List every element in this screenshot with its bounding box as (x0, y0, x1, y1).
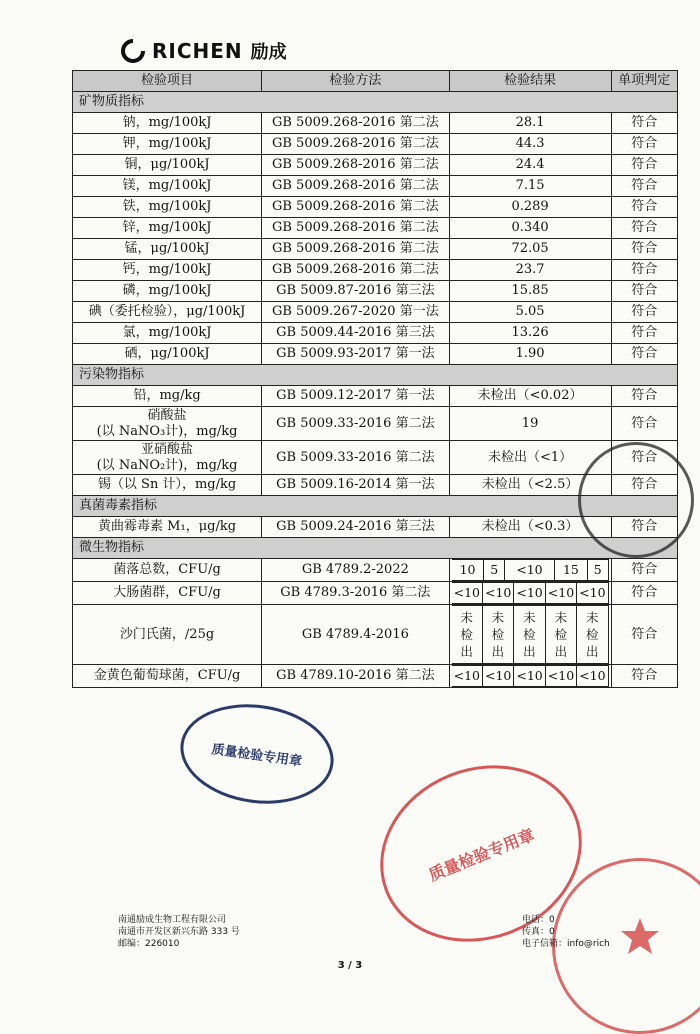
section-pollutants: 污染物指标 (73, 365, 678, 386)
sample-value (514, 606, 545, 664)
sample-value: <10 (577, 583, 608, 604)
verdict-cell: 符合 (611, 134, 677, 155)
item-cell: 铅，mg/kg (73, 386, 262, 407)
verdict-cell: 符合 (611, 559, 677, 582)
sample-values (452, 582, 609, 604)
item-cell (73, 441, 262, 475)
inspection-table (72, 70, 678, 688)
result-cell: 未检出（<0.02） (449, 386, 611, 407)
mineral-rows (73, 113, 678, 365)
quality-inspection-seal (174, 695, 340, 813)
item-cell: 钾，mg/100kJ (73, 134, 262, 155)
seal-inner-text: 质量检验专用章 (425, 824, 537, 885)
char: 出 (523, 644, 536, 659)
table-row (73, 134, 678, 155)
item-cell: 菌落总数，CFU/g (73, 559, 262, 582)
char: 出 (491, 644, 505, 659)
result-cell: 19 (449, 407, 611, 441)
header-verdict: 单项判定 (611, 71, 677, 92)
table-row (73, 218, 678, 239)
partial-seal-stamp (578, 442, 694, 558)
char: 检 (523, 627, 536, 642)
item-cell: 铜，μg/100kJ (73, 155, 262, 176)
table-row (73, 665, 678, 688)
item-cell (73, 407, 262, 441)
table-row (73, 197, 678, 218)
item-cell: 金黄色葡萄球菌，CFU/g (73, 665, 262, 688)
item-cell: 锰，μg/100kJ (73, 239, 262, 260)
sample-value (482, 606, 513, 664)
item-line: (以 NaNO₂计)，mg/kg (96, 457, 238, 473)
method-cell: GB 4789.4-2016 (262, 605, 449, 665)
method-cell: GB 5009.268-2016 第二法 (262, 134, 449, 155)
char: 未 (586, 610, 599, 625)
sample-value: <10 (482, 666, 513, 687)
verdict-cell: 符合 (611, 323, 677, 344)
item-cell: 碘（委托检验），μg/100kJ (73, 302, 262, 323)
result-cell: 72.05 (449, 239, 611, 260)
table-row (73, 407, 678, 441)
item-line: (以 NaNO₃计)，mg/kg (96, 423, 238, 439)
result-cell (449, 665, 611, 688)
section-row (73, 538, 678, 559)
verdict-cell: 符合 (611, 344, 677, 365)
sample-value: 5 (587, 560, 608, 581)
result-cell: 7.15 (449, 176, 611, 197)
footer-phone: 电话：0 (522, 915, 555, 925)
item-cell: 铁，mg/100kJ (73, 197, 262, 218)
method-cell: GB 4789.2-2022 (262, 559, 449, 582)
verdict-cell: 符合 (611, 260, 677, 281)
sample-value: <10 (505, 560, 555, 581)
verdict-cell: 符合 (611, 665, 677, 688)
verdict-cell: 符合 (611, 197, 677, 218)
verdict-cell: 符合 (611, 155, 677, 176)
footer-postcode: 邮编：226010 (118, 939, 180, 949)
sample-value: 10 (452, 560, 484, 581)
sample-value: <10 (452, 583, 483, 604)
table-row (73, 176, 678, 197)
method-cell: GB 5009.44-2016 第三法 (262, 323, 449, 344)
sample-values (452, 605, 609, 664)
sample-value: <10 (452, 666, 483, 687)
section-minerals: 矿物质指标 (73, 92, 678, 113)
method-cell: GB 5009.93-2017 第一法 (262, 344, 449, 365)
sample-value: <10 (514, 666, 545, 687)
item-cell: 锌，mg/100kJ (73, 218, 262, 239)
method-cell: GB 5009.268-2016 第二法 (262, 113, 449, 134)
verdict-cell: 符合 (611, 113, 677, 134)
result-cell: 未检出（<2.5） (449, 475, 611, 496)
sample-value (577, 606, 608, 664)
method-cell: GB 5009.268-2016 第二法 (262, 176, 449, 197)
method-cell: GB 5009.268-2016 第二法 (262, 218, 449, 239)
sample-value (452, 606, 483, 664)
method-cell: GB 5009.16-2014 第一法 (262, 475, 449, 496)
richen-logo-icon (120, 38, 146, 64)
table-row (73, 386, 678, 407)
item-line: 亚硝酸盐 (141, 441, 194, 457)
char: 检 (554, 627, 568, 642)
item-cell: 磷，mg/100kJ (73, 281, 262, 302)
sample-value: 5 (484, 560, 505, 581)
verdict-cell: 符合 (611, 582, 677, 605)
result-cell: 24.4 (449, 155, 611, 176)
table-row (73, 113, 678, 134)
result-cell: 28.1 (449, 113, 611, 134)
method-cell: GB 5009.268-2016 第二法 (262, 155, 449, 176)
footer-address: 南通市开发区新兴东路 333 号 (118, 927, 240, 937)
star-icon (620, 916, 660, 956)
table-row (73, 302, 678, 323)
section-mycotoxins: 真菌毒素指标 (73, 496, 678, 517)
method-cell: GB 5009.268-2016 第二法 (262, 239, 449, 260)
result-cell: 23.7 (449, 260, 611, 281)
result-cell (449, 582, 611, 605)
table-row (73, 344, 678, 365)
char: 未 (491, 610, 505, 625)
item-cell: 硒，μg/100kJ (73, 344, 262, 365)
char: 检 (586, 627, 599, 642)
method-cell: GB 5009.268-2016 第二法 (262, 260, 449, 281)
sample-values (452, 559, 609, 581)
char: 检 (491, 627, 505, 642)
result-cell: 未检出（<1） (449, 441, 611, 475)
sample-value: <10 (545, 583, 576, 604)
item-cell: 钙，mg/100kJ (73, 260, 262, 281)
item-cell: 氯，mg/100kJ (73, 323, 262, 344)
char: 未 (460, 610, 473, 625)
char: 出 (554, 644, 568, 659)
sample-value: <10 (514, 583, 545, 604)
char: 未 (523, 610, 536, 625)
table-row (73, 281, 678, 302)
result-cell: 15.85 (449, 281, 611, 302)
method-cell: GB 4789.10-2016 第二法 (262, 665, 449, 688)
result-cell: 1.90 (449, 344, 611, 365)
seal-inner-text: 质量检验专用章 (210, 742, 303, 770)
item-cell: 镁，mg/100kJ (73, 176, 262, 197)
table-row (73, 239, 678, 260)
method-cell: GB 5009.268-2016 第二法 (262, 197, 449, 218)
verdict-cell: 符合 (611, 517, 677, 538)
method-cell: GB 5009.87-2016 第三法 (262, 281, 449, 302)
result-cell: 44.3 (449, 134, 611, 155)
footer-company-info (118, 914, 240, 950)
verdict-cell: 符合 (611, 281, 677, 302)
result-cell (449, 605, 611, 665)
method-cell: GB 5009.24-2016 第三法 (262, 517, 449, 538)
verdict-cell: 符合 (611, 441, 677, 475)
method-cell: GB 5009.33-2016 第二法 (262, 407, 449, 441)
verdict-cell: 符合 (611, 176, 677, 197)
sample-value (545, 606, 576, 664)
method-cell: GB 5009.267-2020 第一法 (262, 302, 449, 323)
company-logo (120, 38, 287, 64)
sample-value: <10 (545, 666, 576, 687)
logo-text: RICHEN (152, 39, 243, 63)
section-row (73, 92, 678, 113)
table-row (73, 155, 678, 176)
char: 出 (460, 644, 473, 659)
section-row (73, 365, 678, 386)
verdict-cell: 符合 (611, 475, 677, 496)
item-cell: 锡（以 Sn 计），mg/kg (73, 475, 262, 496)
table-row (73, 559, 678, 582)
char: 检 (460, 627, 473, 642)
item-cell: 沙门氏菌，/25g (73, 605, 262, 665)
result-cell: 13.26 (449, 323, 611, 344)
table-row (73, 260, 678, 281)
table-row (73, 323, 678, 344)
verdict-cell: 符合 (611, 239, 677, 260)
verdict-cell: 符合 (611, 218, 677, 239)
verdict-cell: 符合 (611, 302, 677, 323)
footer-company: 南通励成生物工程有限公司 (118, 915, 227, 925)
result-cell: 5.05 (449, 302, 611, 323)
item-cell: 黄曲霉毒素 M₁，μg/kg (73, 517, 262, 538)
verdict-cell: 符合 (611, 605, 677, 665)
logo-text-cn: 励成 (250, 42, 287, 63)
sample-value: 15 (554, 560, 587, 581)
sample-values (452, 665, 609, 687)
method-cell: GB 5009.33-2016 第二法 (262, 441, 449, 475)
header-method: 检验方法 (262, 71, 449, 92)
sample-value: <10 (577, 666, 608, 687)
char: 未 (554, 610, 568, 625)
result-cell (449, 559, 611, 582)
result-cell: 0.289 (449, 197, 611, 218)
table-row (73, 605, 678, 665)
result-cell: 0.340 (449, 218, 611, 239)
section-micro: 微生物指标 (73, 538, 678, 559)
method-cell: GB 4789.3-2016 第二法 (262, 582, 449, 605)
footer-contact-info (522, 914, 610, 950)
item-line: 硝酸盐 (147, 407, 187, 423)
page-number: 3 / 3 (337, 960, 363, 971)
item-cell: 钠，mg/100kJ (73, 113, 262, 134)
footer-email: 电子信箱：info@rich (522, 939, 610, 949)
sample-value: <10 (482, 583, 513, 604)
header-result: 检验结果 (449, 71, 611, 92)
method-cell: GB 5009.12-2017 第一法 (262, 386, 449, 407)
footer-fax: 传真：0 (522, 927, 555, 937)
result-cell: 未检出（<0.3） (449, 517, 611, 538)
item-cell: 大肠菌群，CFU/g (73, 582, 262, 605)
verdict-cell: 符合 (611, 407, 677, 441)
char: 出 (586, 644, 599, 659)
header-item: 检验项目 (73, 71, 262, 92)
verdict-cell: 符合 (611, 386, 677, 407)
table-row (73, 582, 678, 605)
table-header-row (73, 71, 678, 92)
